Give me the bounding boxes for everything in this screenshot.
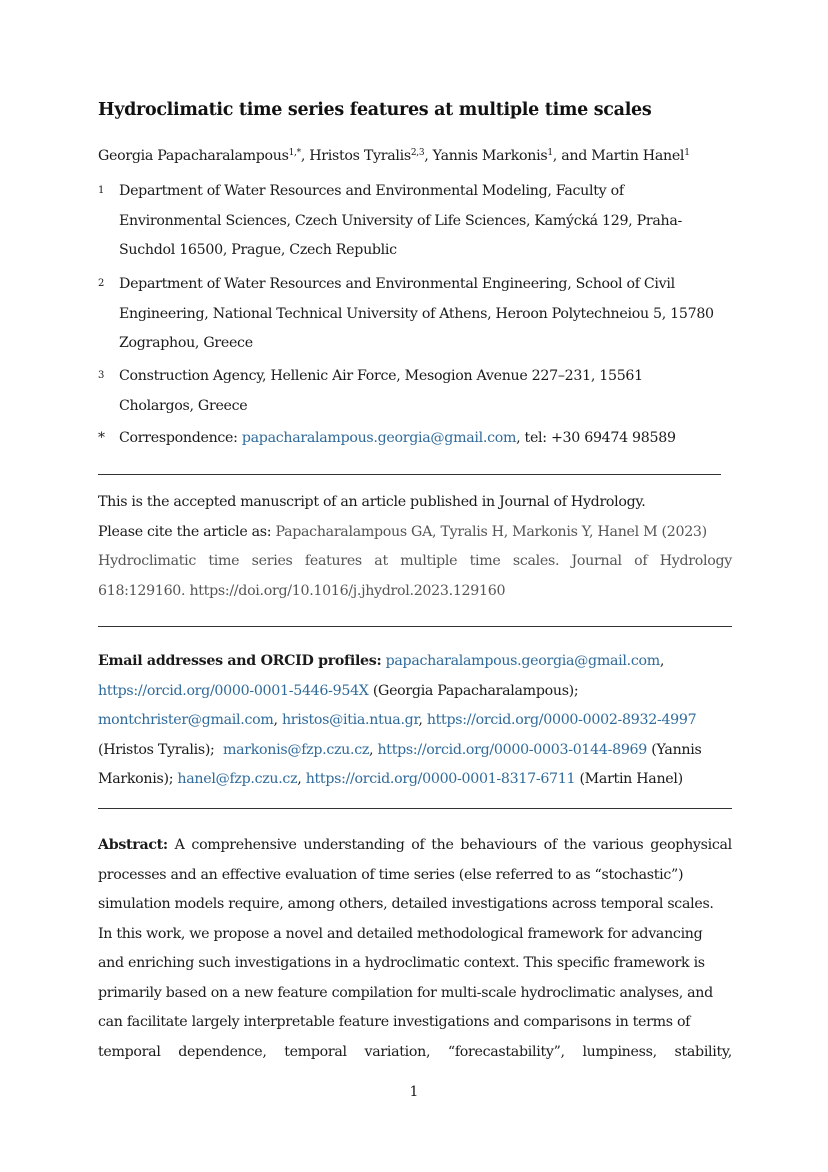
page-number: 1: [409, 1084, 419, 1100]
word: features: [304, 553, 362, 569]
abstract-line: can facilitate largely interpretable feature investigations and comparisons in terms of: [98, 1014, 691, 1030]
author-separator: , and: [552, 148, 592, 164]
contact-name: (Martin Hanel): [575, 771, 683, 787]
orcid-link[interactable]: https://orcid.org/0000-0003-0144-8969: [377, 741, 648, 758]
manuscript-note: [98, 488, 732, 606]
word: at: [374, 553, 388, 569]
punctuation: ,: [418, 712, 427, 728]
email-link[interactable]: montchrister@gmail.com: [98, 712, 274, 728]
word: time: [208, 553, 240, 569]
section-divider: [98, 474, 721, 475]
abstract-line: In this work, we propose a novel and detailed methodological framework for advancing: [98, 925, 703, 942]
author-superscript: 1: [684, 148, 690, 158]
affiliation-line: Environmental Sciences, Czech University of Life Sciences, Kamýcká 129, Praha-: [119, 212, 682, 229]
author-superscript: 1,*: [288, 148, 301, 158]
punctuation: ,: [369, 741, 378, 758]
affiliation-line: Construction Agency, Hellenic Air Force, Mesogion Avenue 227–231, 15561: [119, 368, 643, 384]
word: temporal: [284, 1043, 347, 1060]
email-link[interactable]: hristos@itia.ntua.gr: [281, 712, 419, 728]
author-separator: ,: [424, 148, 433, 164]
email-link[interactable]: markonis@fzp.czu.cz: [222, 741, 370, 758]
word: behaviours: [460, 837, 537, 853]
contact-name: Markonis);: [98, 771, 178, 787]
orcid-link[interactable]: https://orcid.org/0000-0001-8317-6711: [305, 771, 576, 787]
correspondence-label: Correspondence:: [119, 430, 242, 446]
word: dependence,: [178, 1043, 267, 1060]
word: comprehensive: [191, 837, 297, 853]
punctuation: ,: [297, 771, 306, 787]
word: A: [174, 837, 185, 853]
word: of: [634, 553, 648, 569]
word: the: [563, 837, 586, 853]
affiliation-line: Department of Water Resources and Environmental Modeling, Faculty of: [119, 183, 624, 199]
manuscript-line: This is the accepted manuscript of an article published in Journal of Hydrology.: [98, 494, 646, 510]
word: lumpiness,: [582, 1043, 657, 1060]
citation-doi: 618:129160. https://doi.org/10.1016/j.jhydrol.2023.129160: [98, 582, 506, 599]
author-list: [98, 148, 738, 164]
author-name: Martin Hanel: [591, 148, 685, 164]
word: understanding: [303, 837, 405, 853]
abstract-line: and enriching such investigations in a hydroclimatic context. This specific framework is: [98, 955, 705, 971]
affiliation-1: [119, 177, 731, 266]
citation-text: Papacharalampous GA, Tyralis H, Markonis Y, Hanel M (2023): [275, 523, 707, 540]
affiliation-2: [119, 270, 731, 359]
affiliation-line: Department of Water Resources and Environmental Engineering, School of Civil: [119, 276, 675, 292]
word: time: [469, 553, 501, 569]
contact-name: (Yannis: [647, 741, 702, 758]
author-name: Hristos Tyralis: [309, 148, 411, 164]
word: Hydroclimatic: [98, 553, 197, 569]
abstract-last-line: [98, 1038, 732, 1068]
abstract-line: primarily based on a new feature compilation for multi-scale hydroclimatic analyses, and: [98, 984, 713, 1001]
correspondence-tel: , tel: +30 69474 98589: [516, 430, 676, 446]
punctuation: ,: [659, 653, 665, 669]
word: Hydrology: [659, 553, 732, 569]
affiliation-line: Suchdol 16500, Prague, Czech Republic: [119, 242, 397, 258]
contact-name: (Georgia Papacharalampous);: [368, 682, 579, 699]
correspondence: [119, 424, 731, 454]
citation-justified-line: [98, 547, 732, 577]
affiliation-marker: 2: [98, 278, 105, 289]
word: Journal: [571, 553, 622, 569]
word: multiple: [400, 553, 458, 569]
word: stability,: [674, 1043, 732, 1060]
word: series: [251, 553, 293, 569]
abstract-line: simulation models require, among others, detailed investigations across temporal scales.: [98, 896, 714, 912]
section-divider: [98, 808, 732, 809]
contacts-block: [98, 647, 732, 795]
affiliation-line: Engineering, National Technical University of Athens, Heroon Polytechneiou 5, 15780: [119, 305, 714, 322]
section-divider: [98, 626, 732, 627]
word: the: [431, 837, 454, 853]
punctuation: ,: [273, 712, 282, 728]
word: temporal: [98, 1043, 161, 1060]
abstract: [98, 831, 732, 1067]
affiliation-marker: 1: [98, 185, 105, 196]
word: of: [411, 837, 425, 853]
cite-label: Please cite the article as:: [98, 523, 276, 540]
orcid-link[interactable]: https://orcid.org/0000-0001-5446-954X: [98, 682, 369, 699]
email-link[interactable]: hanel@fzp.czu.cz: [177, 771, 298, 787]
contacts-heading: Email addresses and ORCID profiles:: [98, 653, 382, 669]
orcid-link[interactable]: https://orcid.org/0000-0002-8932-4997: [426, 712, 697, 728]
word: geophysical: [650, 837, 732, 853]
contact-name: (Hristos Tyralis);: [98, 741, 215, 758]
correspondence-email-link[interactable]: papacharalampous.georgia@gmail.com: [241, 430, 517, 446]
affiliation-line: Zographou, Greece: [119, 335, 253, 351]
affiliation-line: Cholargos, Greece: [119, 397, 248, 414]
email-link[interactable]: papacharalampous.georgia@gmail.com: [385, 653, 660, 669]
author-superscript: 1: [547, 148, 553, 158]
author-name: Georgia Papacharalampous: [98, 148, 289, 164]
correspondence-marker: *: [98, 430, 105, 446]
paper-title: Hydroclimatic time series features at multiple time scales: [98, 100, 652, 120]
abstract-label: Abstract:: [98, 837, 168, 853]
affiliation-3: [119, 362, 731, 421]
abstract-line: processes and an effective evaluation of time series (else referred to as “stochastic”): [98, 866, 684, 883]
abstract-first-line: [98, 831, 732, 861]
author-superscript: 2,3: [410, 148, 425, 158]
word: of: [543, 837, 557, 853]
word: “forecastability”,: [447, 1043, 565, 1060]
author-separator: ,: [300, 148, 310, 164]
affiliation-marker: 3: [98, 370, 105, 381]
word: various: [592, 837, 644, 853]
author-name: Yannis Markonis: [432, 148, 548, 164]
word: scales.: [512, 553, 560, 569]
word: variation,: [364, 1043, 431, 1060]
